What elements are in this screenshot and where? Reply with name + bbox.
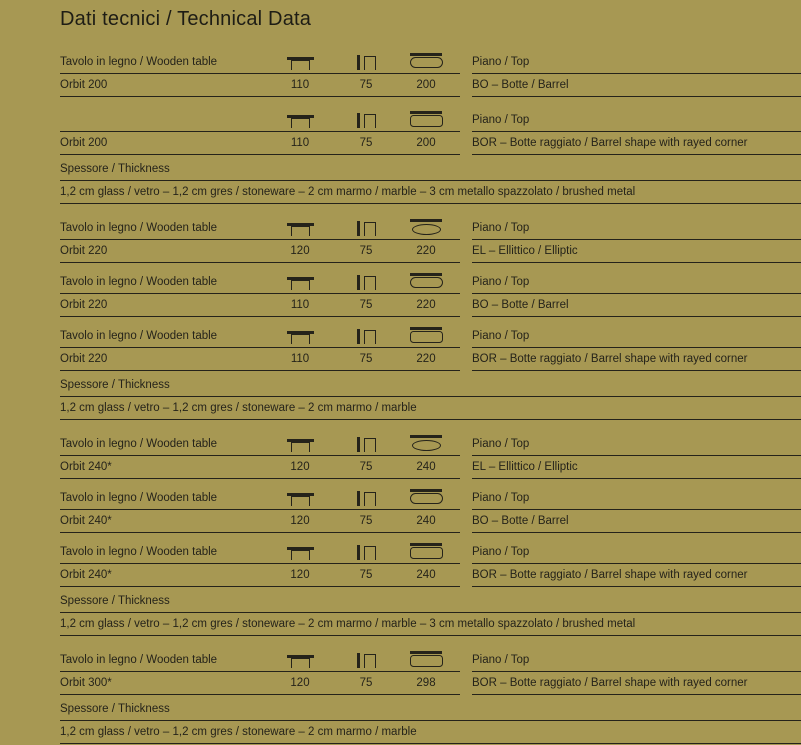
length-value: 298 — [416, 676, 436, 689]
thickness-label-row — [60, 702, 801, 721]
spec-data-row — [60, 348, 801, 371]
top-shape-label: BO – Botte / Barrel — [472, 515, 569, 527]
table-legs-outline — [291, 442, 310, 452]
length-value: 240 — [416, 460, 436, 473]
spec-header-left — [60, 324, 460, 348]
width-value: 120 — [290, 568, 310, 581]
length-value: 220 — [416, 244, 436, 257]
column-gap — [460, 216, 472, 240]
length-value: 220 — [416, 298, 436, 311]
tabletop-shape-outline — [410, 493, 443, 504]
thickness-label: Spessore / Thickness — [60, 379, 170, 391]
table-legs-outline — [291, 226, 310, 236]
tabletop-edge-line — [357, 221, 360, 236]
tabletop-barrel-rayed-icon — [408, 651, 444, 668]
spec-data-row — [60, 294, 801, 317]
spec-data-left — [60, 456, 460, 479]
column-gap — [460, 432, 472, 456]
table-width-side-view-icon — [287, 439, 314, 452]
spec-header-row — [60, 50, 801, 74]
table-height-side-view-icon — [357, 275, 376, 290]
thickness-materials-row — [60, 613, 801, 636]
spec-table — [60, 432, 801, 479]
spec-data-row — [60, 510, 801, 533]
length-value: 240 — [416, 568, 436, 581]
table-height-side-view-icon — [357, 653, 376, 668]
spec-data-row — [60, 240, 801, 263]
thickness-label-row — [60, 378, 801, 397]
spec-data-row — [60, 564, 801, 587]
table-height-side-view-icon — [357, 491, 376, 506]
wooden-table-label — [60, 127, 260, 131]
top-shape-label: BOR – Botte raggiato / Barrel shape with rayed corner — [472, 677, 748, 689]
column-gap — [460, 294, 472, 317]
width-icon-cell — [260, 115, 340, 131]
tabletop-edge-line — [357, 653, 360, 668]
height-value: 75 — [359, 298, 373, 311]
tabletop-shape-outline — [412, 224, 441, 235]
height-value: 75 — [359, 460, 373, 473]
piano-top-label: Piano / Top — [472, 654, 530, 666]
wooden-table-label: Tavolo in legno / Wooden table — [60, 654, 218, 666]
width-icon-cell — [260, 439, 340, 455]
width-value: 110 — [290, 352, 310, 365]
spec-data-left — [60, 74, 460, 97]
length-value: 240 — [416, 514, 436, 527]
width-icon-cell — [260, 331, 340, 347]
width-value: 110 — [290, 136, 310, 149]
spec-data-row — [60, 672, 801, 695]
spec-table — [60, 486, 801, 533]
model-name: Orbit 220 — [60, 352, 108, 365]
spec-table — [60, 108, 801, 155]
tabletop-shape-icon-cell — [392, 53, 460, 73]
wooden-table-label: Tavolo in legno / Wooden table — [60, 492, 218, 504]
width-icon-cell — [260, 547, 340, 563]
spec-data-right — [472, 672, 801, 695]
tabletop-shape-icon-cell — [392, 435, 460, 455]
tabletop-barrel-rayed-icon — [408, 543, 444, 560]
spec-header-row — [60, 270, 801, 294]
tabletop-edge-line — [410, 111, 442, 114]
tabletop-shape-icon-cell — [392, 543, 460, 563]
model-name: Orbit 240* — [60, 460, 112, 473]
spec-data-left — [60, 348, 460, 371]
spec-header-row — [60, 108, 801, 132]
table-legs-outline — [364, 438, 376, 452]
thickness-materials-row — [60, 181, 801, 204]
piano-top-label: Piano / Top — [472, 56, 530, 68]
spec-data-right — [472, 74, 801, 97]
table-width-side-view-icon — [287, 277, 314, 290]
table-height-side-view-icon — [357, 545, 376, 560]
spec-header-right — [472, 486, 801, 510]
wooden-table-label: Tavolo in legno / Wooden table — [60, 438, 218, 450]
column-gap — [460, 456, 472, 479]
spec-data-row — [60, 456, 801, 479]
tabletop-shape-icon-cell — [392, 327, 460, 347]
column-gap — [460, 240, 472, 263]
tabletop-edge-line — [357, 491, 360, 506]
table-legs-outline — [291, 550, 310, 560]
materials-label: 1,2 cm glass / vetro – 1,2 cm gres / stoneware – 2 cm marmo / marble — [60, 401, 417, 414]
spec-header-left — [60, 108, 460, 132]
thickness-label: Spessore / Thickness — [60, 595, 170, 607]
height-icon-cell — [340, 329, 392, 347]
tabletop-barrel-icon — [408, 273, 444, 290]
width-icon-cell — [260, 493, 340, 509]
table-legs-outline — [364, 114, 376, 128]
table-legs-outline — [364, 492, 376, 506]
top-shape-label: BOR – Botte raggiato / Barrel shape with rayed corner — [472, 137, 748, 149]
column-gap — [460, 132, 472, 155]
height-value: 75 — [359, 136, 373, 149]
top-shape-label: BOR – Botte raggiato / Barrel shape with rayed corner — [472, 353, 748, 365]
tabletop-edge-line — [357, 55, 360, 70]
table-width-side-view-icon — [287, 115, 314, 128]
thickness-block — [60, 702, 801, 744]
column-gap — [460, 648, 472, 672]
spec-header-left — [60, 216, 460, 240]
column-gap — [460, 270, 472, 294]
table-width-side-view-icon — [287, 547, 314, 560]
height-icon-cell — [340, 275, 392, 293]
width-value: 120 — [290, 676, 310, 689]
model-name: Orbit 240* — [60, 568, 112, 581]
spec-header-row — [60, 216, 801, 240]
width-icon-cell — [260, 655, 340, 671]
tabletop-shape-outline — [410, 331, 443, 343]
height-icon-cell — [340, 545, 392, 563]
height-icon-cell — [340, 491, 392, 509]
table-legs-outline — [364, 546, 376, 560]
length-value: 200 — [416, 136, 436, 149]
table-legs-outline — [364, 276, 376, 290]
spec-header-right — [472, 108, 801, 132]
wooden-table-label: Tavolo in legno / Wooden table — [60, 330, 218, 342]
spec-table — [60, 50, 801, 97]
spec-header-left — [60, 270, 460, 294]
spec-data-right — [472, 294, 801, 317]
table-height-side-view-icon — [357, 329, 376, 344]
tabletop-shape-outline — [410, 115, 443, 127]
spec-data-left — [60, 510, 460, 533]
height-value: 75 — [359, 244, 373, 257]
height-value: 75 — [359, 352, 373, 365]
tabletop-edge-line — [410, 53, 442, 56]
tabletop-shape-outline — [412, 440, 441, 451]
spec-header-row — [60, 486, 801, 510]
materials-label: 1,2 cm glass / vetro – 1,2 cm gres / stoneware – 2 cm marmo / marble – 3 cm metallo spazzolato / brushed metal — [60, 185, 636, 198]
thickness-materials-row — [60, 721, 801, 744]
top-shape-label: EL – Ellittico / Elliptic — [472, 461, 578, 473]
spec-data-left — [60, 564, 460, 587]
top-shape-label: EL – Ellittico / Elliptic — [472, 245, 578, 257]
wooden-table-label: Tavolo in legno / Wooden table — [60, 222, 218, 234]
top-shape-label: BO – Botte / Barrel — [472, 299, 569, 311]
column-gap — [460, 510, 472, 533]
piano-top-label: Piano / Top — [472, 276, 530, 288]
table-height-side-view-icon — [357, 221, 376, 236]
width-value: 120 — [290, 514, 310, 527]
tabletop-shape-icon-cell — [392, 273, 460, 293]
table-width-side-view-icon — [287, 223, 314, 236]
spec-data-row — [60, 74, 801, 97]
height-value: 75 — [359, 78, 373, 91]
spec-data-right — [472, 456, 801, 479]
tabletop-barrel-rayed-icon — [408, 111, 444, 128]
height-value: 75 — [359, 676, 373, 689]
column-gap — [460, 50, 472, 74]
tabletop-shape-outline — [410, 57, 443, 68]
materials-label: 1,2 cm glass / vetro – 1,2 cm gres / stoneware – 2 cm marmo / marble — [60, 725, 417, 738]
tabletop-shape-icon-cell — [392, 489, 460, 509]
technical-data-page — [60, 0, 801, 744]
spec-header-right — [472, 324, 801, 348]
table-legs-outline — [364, 56, 376, 70]
spec-data-row — [60, 132, 801, 155]
width-icon-cell — [260, 57, 340, 73]
thickness-label: Spessore / Thickness — [60, 163, 170, 175]
table-width-side-view-icon — [287, 331, 314, 344]
thickness-block — [60, 378, 801, 420]
tabletop-edge-line — [410, 327, 442, 330]
table-height-side-view-icon — [357, 437, 376, 452]
table-width-side-view-icon — [287, 57, 314, 70]
tabletop-barrel-icon — [408, 53, 444, 70]
wooden-table-label: Tavolo in legno / Wooden table — [60, 276, 218, 288]
tabletop-shape-outline — [410, 277, 443, 288]
thickness-label-row — [60, 162, 801, 181]
product-group — [60, 216, 801, 420]
width-icon-cell — [260, 277, 340, 293]
spec-table — [60, 324, 801, 371]
piano-top-label: Piano / Top — [472, 222, 530, 234]
height-value: 75 — [359, 568, 373, 581]
piano-top-label: Piano / Top — [472, 492, 530, 504]
spec-groups-container — [60, 50, 801, 744]
tabletop-elliptic-icon — [408, 219, 444, 236]
model-name: Orbit 240* — [60, 514, 112, 527]
height-icon-cell — [340, 437, 392, 455]
length-value: 200 — [416, 78, 436, 91]
spec-header-row — [60, 648, 801, 672]
width-value: 120 — [290, 460, 310, 473]
spec-table — [60, 540, 801, 587]
tabletop-shape-icon-cell — [392, 111, 460, 131]
wooden-table-label: Tavolo in legno / Wooden table — [60, 56, 218, 68]
table-height-side-view-icon — [357, 55, 376, 70]
height-value: 75 — [359, 514, 373, 527]
column-gap — [460, 486, 472, 510]
top-shape-label: BO – Botte / Barrel — [472, 79, 569, 91]
table-legs-outline — [291, 60, 310, 70]
table-legs-outline — [364, 330, 376, 344]
product-group — [60, 50, 801, 204]
width-value: 110 — [290, 78, 310, 91]
tabletop-edge-line — [357, 329, 360, 344]
spec-data-left — [60, 672, 460, 695]
wooden-table-label: Tavolo in legno / Wooden table — [60, 546, 218, 558]
column-gap — [460, 564, 472, 587]
thickness-materials-row — [60, 397, 801, 420]
product-group — [60, 648, 801, 744]
tabletop-edge-line — [357, 545, 360, 560]
piano-top-label: Piano / Top — [472, 546, 530, 558]
tabletop-edge-line — [410, 543, 442, 546]
model-name: Orbit 200 — [60, 78, 108, 91]
tabletop-edge-line — [357, 437, 360, 452]
spec-header-row — [60, 324, 801, 348]
piano-top-label: Piano / Top — [472, 114, 530, 126]
spec-data-right — [472, 132, 801, 155]
tabletop-edge-line — [357, 113, 360, 128]
table-legs-outline — [364, 222, 376, 236]
thickness-label-row — [60, 594, 801, 613]
model-name: Orbit 220 — [60, 244, 108, 257]
product-group — [60, 432, 801, 636]
spec-table — [60, 216, 801, 263]
thickness-block — [60, 162, 801, 204]
table-legs-outline — [364, 654, 376, 668]
spec-header-left — [60, 648, 460, 672]
tabletop-shape-icon-cell — [392, 651, 460, 671]
length-value: 220 — [416, 352, 436, 365]
materials-label: 1,2 cm glass / vetro – 1,2 cm gres / stoneware – 2 cm marmo / marble – 3 cm metallo spazzolato / brushed metal — [60, 617, 636, 630]
spec-table — [60, 648, 801, 695]
spec-data-right — [472, 240, 801, 263]
model-name: Orbit 300* — [60, 676, 112, 689]
piano-top-label: Piano / Top — [472, 438, 530, 450]
spec-data-right — [472, 510, 801, 533]
table-legs-outline — [291, 118, 310, 128]
spec-header-right — [472, 432, 801, 456]
spec-header-left — [60, 486, 460, 510]
tabletop-shape-outline — [410, 655, 443, 667]
tabletop-edge-line — [410, 273, 442, 276]
table-width-side-view-icon — [287, 655, 314, 668]
tabletop-edge-line — [357, 275, 360, 290]
thickness-label: Spessore / Thickness — [60, 703, 170, 715]
tabletop-barrel-icon — [408, 489, 444, 506]
tabletop-edge-line — [410, 435, 442, 438]
height-icon-cell — [340, 113, 392, 131]
spec-header-right — [472, 50, 801, 74]
column-gap — [460, 74, 472, 97]
column-gap — [460, 672, 472, 695]
spec-header-right — [472, 648, 801, 672]
width-icon-cell — [260, 223, 340, 239]
spec-header-row — [60, 432, 801, 456]
tabletop-shape-outline — [410, 547, 443, 559]
model-name: Orbit 200 — [60, 136, 108, 149]
height-icon-cell — [340, 55, 392, 73]
spec-table — [60, 270, 801, 317]
column-gap — [460, 324, 472, 348]
spec-header-row — [60, 540, 801, 564]
spec-header-left — [60, 432, 460, 456]
table-legs-outline — [291, 280, 310, 290]
width-value: 110 — [290, 298, 310, 311]
spec-header-right — [472, 540, 801, 564]
width-value: 120 — [290, 244, 310, 257]
tabletop-edge-line — [410, 219, 442, 222]
tabletop-shape-icon-cell — [392, 219, 460, 239]
spec-data-left — [60, 294, 460, 317]
thickness-block — [60, 594, 801, 636]
spec-header-right — [472, 216, 801, 240]
tabletop-elliptic-icon — [408, 435, 444, 452]
table-legs-outline — [291, 334, 310, 344]
spec-header-left — [60, 540, 460, 564]
column-gap — [460, 540, 472, 564]
page-title: Dati tecnici / Technical Data — [60, 8, 312, 30]
tabletop-barrel-rayed-icon — [408, 327, 444, 344]
table-legs-outline — [291, 658, 310, 668]
table-height-side-view-icon — [357, 113, 376, 128]
tabletop-edge-line — [410, 489, 442, 492]
piano-top-label: Piano / Top — [472, 330, 530, 342]
column-gap — [460, 108, 472, 132]
height-icon-cell — [340, 221, 392, 239]
column-gap — [460, 348, 472, 371]
spec-data-left — [60, 132, 460, 155]
model-name: Orbit 220 — [60, 298, 108, 311]
tabletop-edge-line — [410, 651, 442, 654]
spec-data-right — [472, 348, 801, 371]
spec-data-left — [60, 240, 460, 263]
height-icon-cell — [340, 653, 392, 671]
table-legs-outline — [291, 496, 310, 506]
spec-data-right — [472, 564, 801, 587]
table-width-side-view-icon — [287, 493, 314, 506]
top-shape-label: BOR – Botte raggiato / Barrel shape with rayed corner — [472, 569, 748, 581]
spec-header-right — [472, 270, 801, 294]
spec-header-left — [60, 50, 460, 74]
